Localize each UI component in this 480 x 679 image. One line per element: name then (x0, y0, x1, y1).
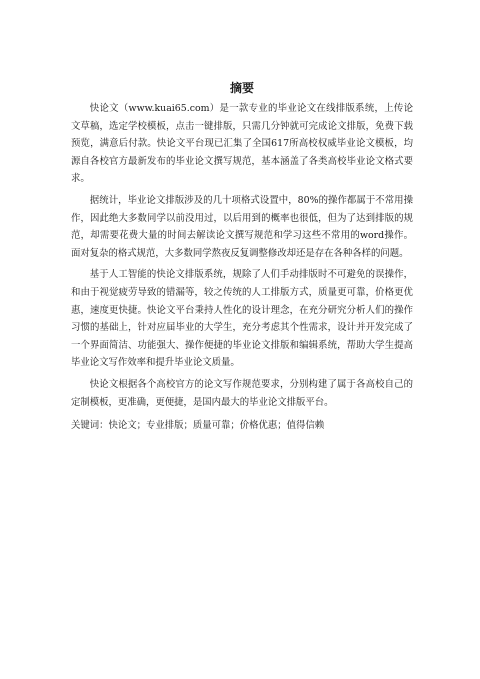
abstract-paragraph-1: 快论文（www.kuai65.com）是一款专业的毕业论文在线排版系统，上传论文草稿，选定学校模板，点击一键排版，只需几分钟就可完成论文排版，免费下载预览，满意后付款。快论文平台现已汇集了全国617所高校权威毕业论文模板，均源自各校官方最新发布的毕业论文撰写规范，基本涵盖了各类高校毕业论文格式要求。 (71, 103, 413, 185)
abstract-keywords: 关键词：快论文；专业排版；质量可靠；价格优惠；值得信赖 (71, 420, 325, 432)
abstract-title: 摘要 (229, 81, 254, 95)
abstract-paragraph-4: 快论文根据各个高校官方的论文写作规范要求，分别构建了属于各高校自己的定制模板，更准确，更便捷，是国内最大的毕业论文排版平台。 (71, 378, 413, 408)
abstract-section (71, 80, 413, 435)
abstract-paragraph-3: 基于人工智能的快论文排版系统，规除了人们手动排版时不可避免的误操作，和由于视觉疲劳导致的错漏等，较之传统的人工排版方式，质量更可靠，价格更优惠，速度更快捷。快论文平台秉持人性化的设计理念，在充分研究分析人们的操作习惯的基础上，针对应届毕业的大学生，充分考虑其个性需求，设计并开发完成了一个界面简洁、功能强大、操作便捷的毕业论文排版和编辑系统，帮助大学生提高毕业论文写作效率和提升毕业论文质量。 (71, 269, 413, 369)
abstract-paragraph-2: 据统计，毕业论文排版涉及的几十项格式设置中，80%的操作都属于不常用操作，因此绝大多数同学以前没用过，以后用到的概率也很低，但为了达到排版的规范，却需要花费大量的时间去解读论文撰写规范和学习这些不常用的word操作。面对复杂的格式规范，大多数同学熬夜反复调整修改却还是存在各种各样的问题。 (71, 194, 413, 259)
